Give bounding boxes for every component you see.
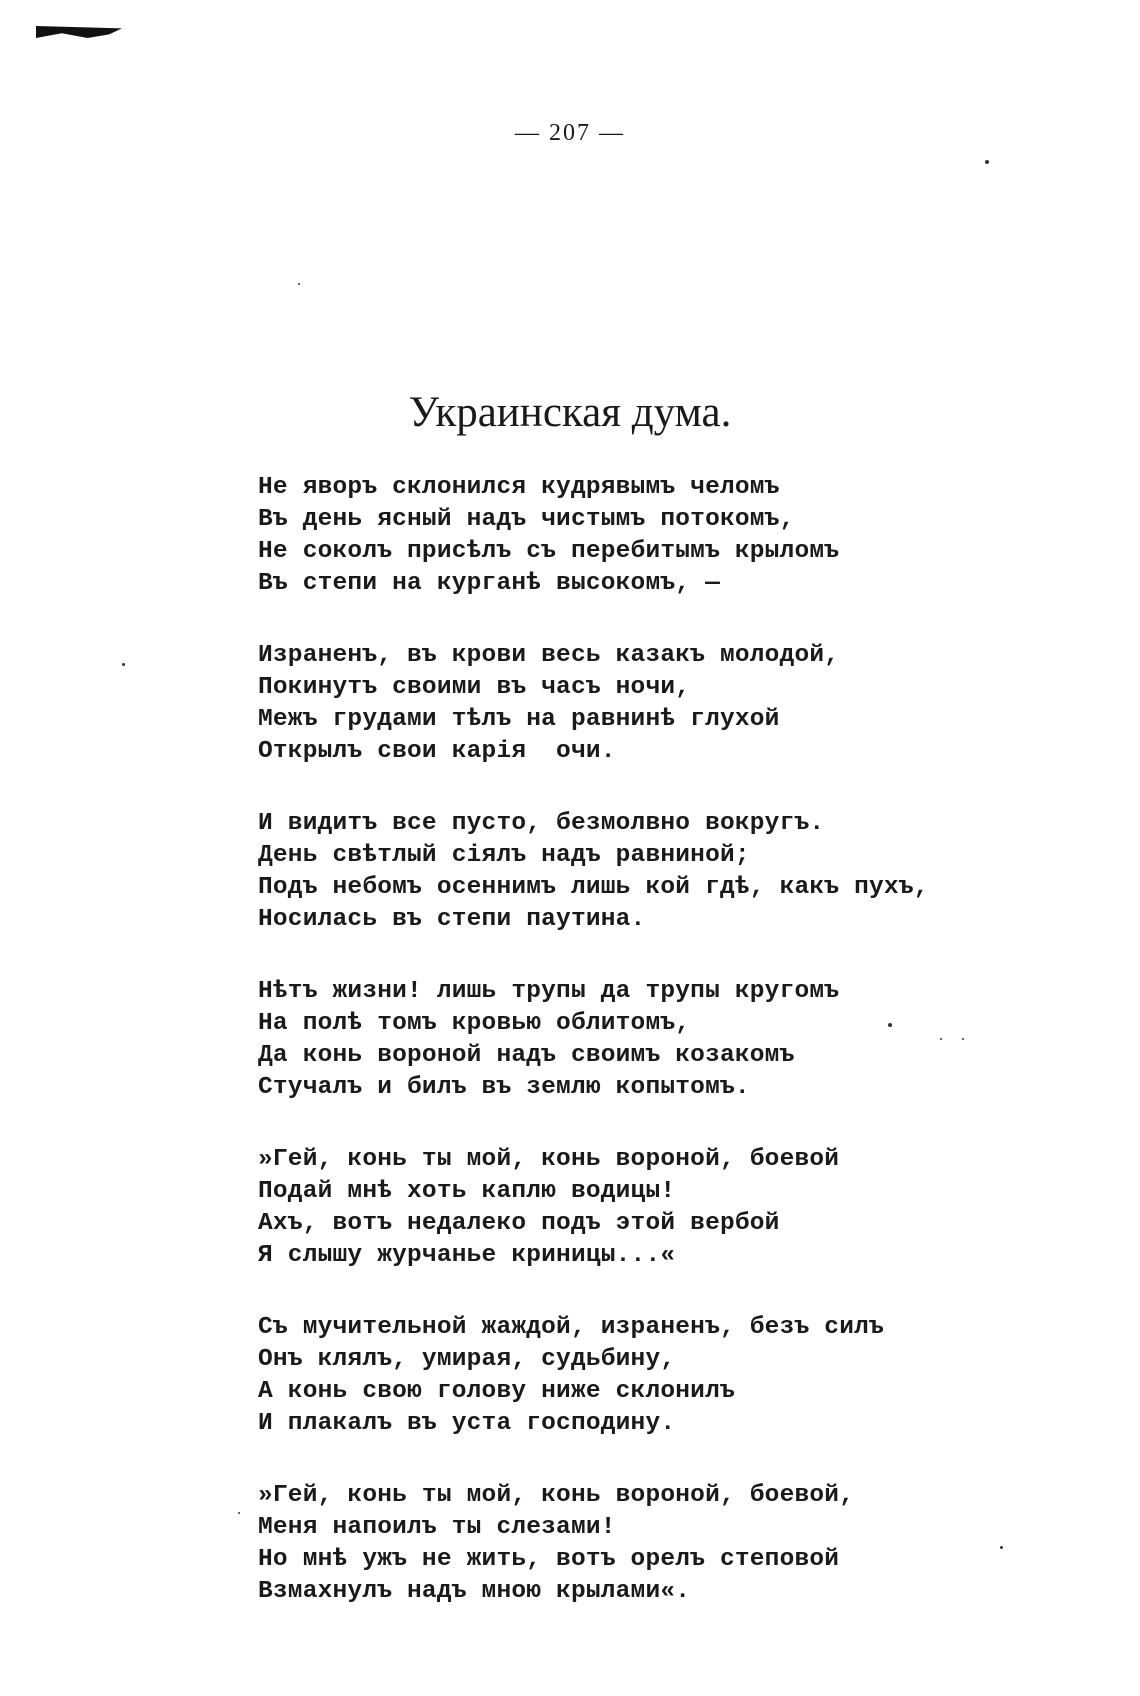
poem-line: И видитъ все пусто, безмолвно вокругъ. [258, 810, 825, 837]
speck [985, 160, 989, 164]
poem-body [258, 472, 1118, 1648]
poem-line: А конь свою голову ниже склонилъ [258, 1378, 735, 1405]
poem-line: Взмахнулъ надъ мною крылами«. [258, 1578, 691, 1605]
speck [962, 1038, 964, 1040]
poem-line: Да конь вороной надъ своимъ козакомъ [258, 1042, 795, 1069]
stanza [258, 1144, 1118, 1272]
poem-line: Подъ небомъ осеннимъ лишь кой гдѣ, какъ пухъ, [258, 874, 929, 901]
stanza [258, 808, 1118, 936]
poem-line: »Гей, конь ты мой, конь вороной, боевой [258, 1146, 840, 1173]
poem-line: Но мнѣ ужъ не жить, вотъ орелъ степовой [258, 1546, 840, 1573]
poem-line: Ахъ, вотъ недалеко подъ этой вербой [258, 1210, 780, 1237]
poem-line: И плакалъ въ уста господину. [258, 1410, 676, 1437]
scan-artifact [36, 26, 122, 38]
poem-title: Украинская дума. [408, 389, 732, 436]
poem-line: Межъ грудами тѣлъ на равнинѣ глухой [258, 706, 780, 733]
stanza [258, 472, 1118, 600]
speck [1000, 1546, 1003, 1549]
stanza [258, 1312, 1118, 1440]
speck [238, 1512, 240, 1514]
speck [940, 1038, 942, 1040]
poem-line: Подай мнѣ хоть каплю водицы! [258, 1178, 676, 1205]
speck [888, 1023, 892, 1027]
poem-line: Меня напоилъ ты слезами! [258, 1514, 616, 1541]
page-number: — 207 — [515, 120, 625, 146]
poem-line: Израненъ, въ крови весь казакъ молодой, [258, 642, 840, 669]
poem-line: Открылъ свои карія очи. [258, 738, 616, 765]
poem-line: Онъ клялъ, умирая, судьбину, [258, 1346, 676, 1373]
poem-line: Я слышу журчанье криницы...« [258, 1242, 676, 1269]
poem-line: Нѣтъ жизни! лишь трупы да трупы кругомъ [258, 978, 840, 1005]
poem-line: День свѣтлый сіялъ надъ равниной; [258, 842, 750, 869]
speck [298, 283, 300, 285]
speck [122, 663, 125, 666]
poem-line: Въ день ясный надъ чистымъ потокомъ, [258, 506, 795, 533]
poem-line: На полѣ томъ кровью облитомъ, [258, 1010, 691, 1037]
stanza [258, 640, 1118, 768]
poem-line: Не яворъ склонился кудрявымъ челомъ [258, 474, 780, 501]
stanza [258, 1480, 1118, 1608]
poem-line: Въ степи на курганѣ высокомъ, — [258, 570, 720, 597]
poem-line: Не соколъ присѣлъ съ перебитымъ крыломъ [258, 538, 840, 565]
stanza [258, 976, 1118, 1104]
poem-line: »Гей, конь ты мой, конь вороной, боевой, [258, 1482, 855, 1509]
poem-line: Стучалъ и билъ въ землю копытомъ. [258, 1074, 750, 1101]
poem-line: Носилась въ степи паутина. [258, 906, 646, 933]
poem-line: Съ мучительной жаждой, израненъ, безъ силъ [258, 1314, 884, 1341]
poem-line: Покинутъ своими въ часъ ночи, [258, 674, 691, 701]
